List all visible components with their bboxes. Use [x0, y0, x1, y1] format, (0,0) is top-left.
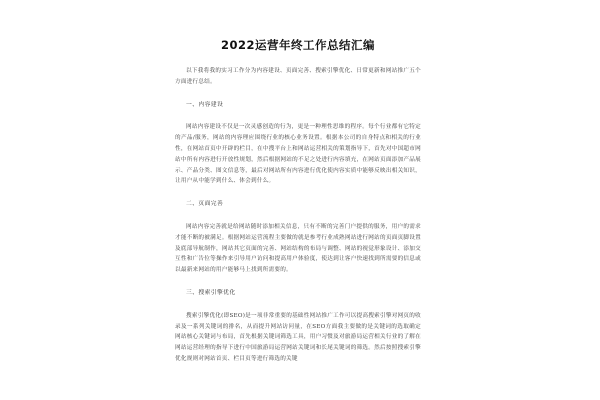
section-body-pages: 网站内容完善就是给网站随时添加相关信息，只有不断的完善门户提供的服务，用户的需求才能不断的被满足。根据网站运营流程主要做的就是参考行业成熟网站进行网站的页面页脚设置及底部导航制作，网站其它页面的完善、网站结构的布局与调整、网站的视觉形象设计、添加交互性和广告位等操作来引导用户访问和提高用户体验度，使达到让客户快速找到所需要的信息或以最新来网站的用户能够马上找到所需要的。 [175, 223, 421, 274]
section-body-content: 网站内容建设不仅是一次灵感创造的行为，更是一种理性思维的程序。每个行业都有它特定的产品/服务，网站的内容理应围绕行业的核心业务设置。根据本公司的自身特点和相关的行业性，在网站首页中开辟的栏目，在中搜平台上和网站运营相关的策划指导下，首先对中国超市网站中所有内容进行开放性规划，然后根据网站的不足之处进行内容填充，在网站页面添加产品展示、产品分类、图文信息等，最后对网站所有内容进行优化使内容实质中能够反映出相关知识，让用户从中能学到什么、体会到什么。 [175, 124, 421, 185]
section-heading-seo: 三、搜索引擎优化 [186, 289, 236, 296]
document-body [175, 38, 421, 365]
section-body-seo: 搜索引擎优化(即SEO)是一项非常重要的基础性网站推广工作可以提高搜索引擎对网页的收录及一系列关键词的排名，从而提升网站访问量，在SEO方面我主要做的是关键词的选取确定网站核心关键词与布局，首先根据关键词筛选工具，用户习惯及对旅游局运营相关行业的了解在网站运营经理的指导下进行中国旅游局运营网站关键词和长尾关键词的筛选。然后按照搜索引擎优化规则对网站首页、栏目页等进行筛选的关键 [175, 312, 421, 362]
section-heading-content: 一、内容建设 [186, 101, 224, 108]
section-heading-pages: 二、页面完善 [186, 201, 224, 208]
intro-paragraph: 以下我将我的实习工作分为内容建设、页面完善、搜索引擎优化、日常更新和网站推广五个方面进行总结。 [175, 68, 421, 85]
document-title: 2022运营年终工作总结汇编 [220, 38, 375, 52]
